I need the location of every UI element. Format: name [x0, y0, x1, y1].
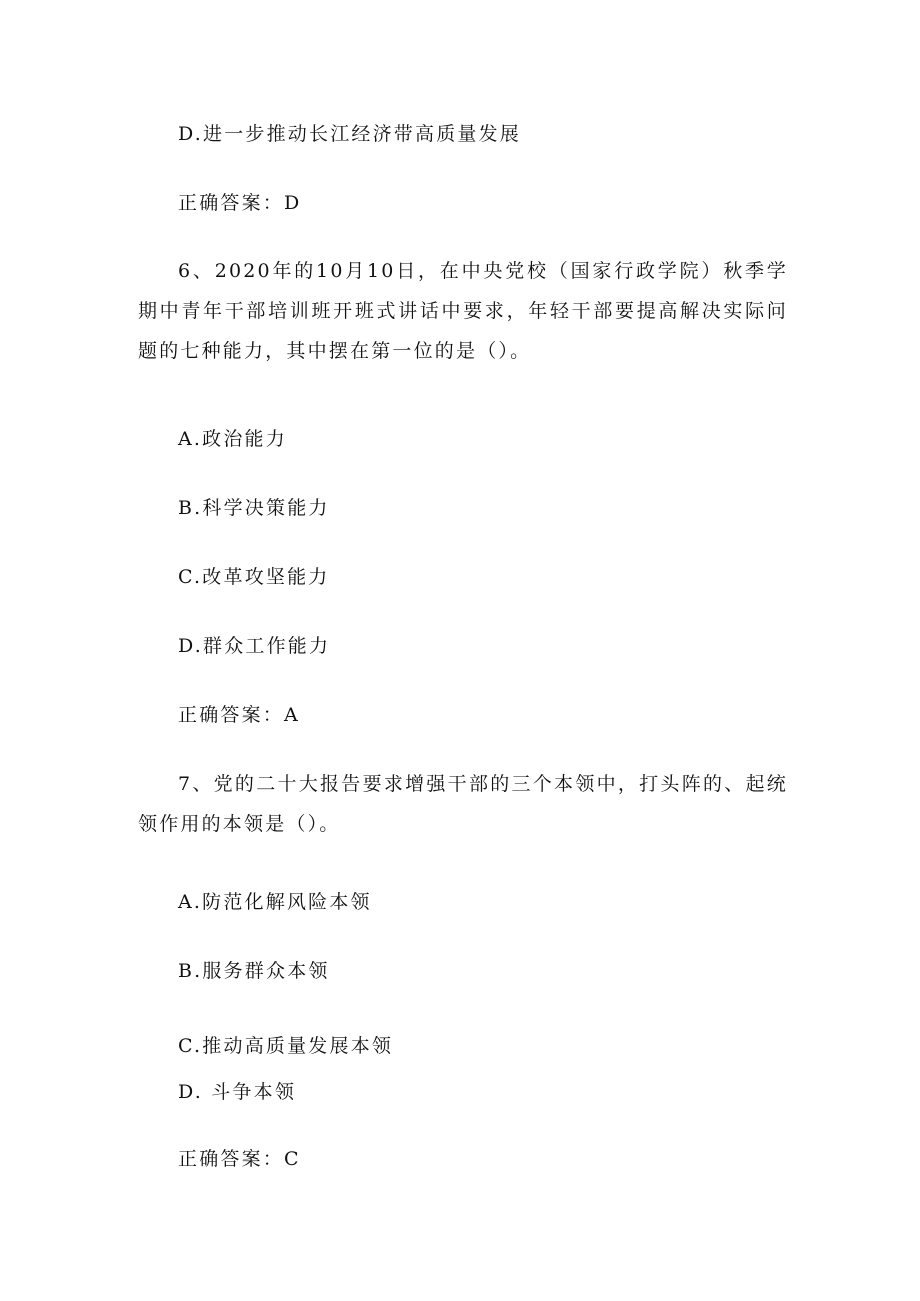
- q5-option-d: D.进一步推动长江经济带高质量发展: [178, 123, 521, 145]
- q7-option-d: D. 斗争本领: [178, 1081, 297, 1103]
- q6-option-a: A.政治能力: [178, 428, 287, 450]
- q6-option-b: B.科学决策能力: [178, 497, 330, 519]
- q7-option-a: A.防范化解风险本领: [178, 891, 372, 913]
- q6-question: 6、2020年的10月10日，在中央党校（国家行政学院）秋季学期中青年干部培训班开班式讲话中要求，年轻干部要提高解决实际问题的七种能力，其中摆在第一位的是（）。: [138, 260, 788, 362]
- q6-option-d: D.群众工作能力: [178, 635, 331, 657]
- q7-question: 7、党的二十大报告要求增强干部的三个本领中，打头阵的、起统领作用的本领是（）。: [138, 773, 788, 835]
- q6-option-c: C.改革攻坚能力: [178, 566, 330, 588]
- q7-option-c: C.推动高质量发展本领: [178, 1035, 394, 1057]
- q7-option-b: B.服务群众本领: [178, 960, 330, 982]
- q6-answer: 正确答案：A: [178, 704, 300, 726]
- q7-answer: 正确答案：C: [178, 1148, 301, 1170]
- q5-answer: 正确答案：D: [178, 192, 302, 214]
